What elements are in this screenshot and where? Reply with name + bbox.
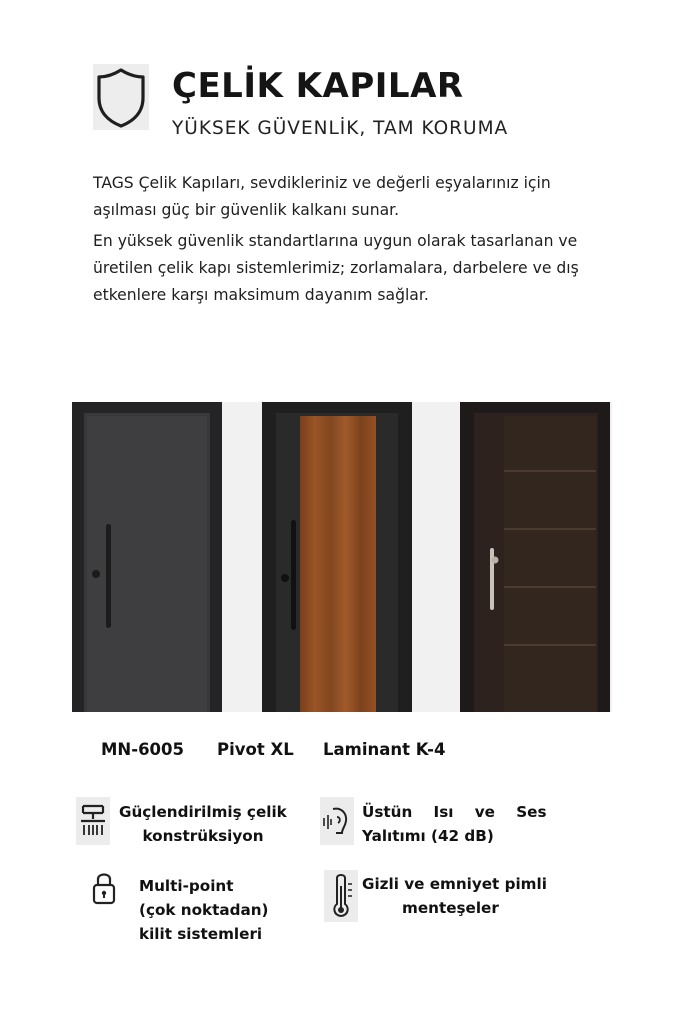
feature-line: Yalıtımı (42 dB) xyxy=(362,827,494,845)
model-label-pivot-xl: Pivot XL xyxy=(217,740,294,759)
feature-reinforced-steel xyxy=(119,800,309,848)
feature-line: (çok noktadan) xyxy=(139,901,269,919)
reinforced-structure-icon xyxy=(76,797,110,845)
door-image-laminant-k-4 xyxy=(460,402,610,712)
padlock-icon xyxy=(89,868,119,908)
intro-paragraph-1: TAGS Çelik Kapıları, sevdikleriniz ve değerli eşyalarınız için aşılması güç bir güvenlik kalkanı sunar. xyxy=(93,174,551,219)
feature-multipoint-lock xyxy=(139,874,319,946)
shield-icon xyxy=(93,64,149,130)
feature-line: Gizli ve emniyet pimli xyxy=(362,875,547,893)
feature-line: menteşeler xyxy=(402,899,499,917)
page-subtitle: YÜKSEK GÜVENLİK, TAM KORUMA xyxy=(172,118,509,139)
thermometer-icon xyxy=(324,870,358,922)
model-label-mn-6005: MN-6005 xyxy=(101,740,184,759)
feature-line: konstrüksiyon xyxy=(142,827,264,845)
model-label-laminant-k-4: Laminant K-4 xyxy=(323,740,446,759)
door-image-mn-6005 xyxy=(72,402,222,712)
page-title: ÇELİK KAPILAR xyxy=(172,66,464,106)
feature-hinges xyxy=(362,872,562,920)
feature-line: Multi-point xyxy=(139,877,234,895)
feature-line: Güçlendirilmiş çelik xyxy=(119,803,287,821)
feature-line: Üstün Isı ve Ses xyxy=(362,803,547,821)
intro-paragraph-2: En yüksek güvenlik standartlarına uygun olarak tasarlanan ve üretilen çelik kapı sistemlerimiz; zorlamalara, darbelere ve dış etkenlere karşı maksimum dayanım sağlar. xyxy=(93,232,579,304)
sound-insulation-icon xyxy=(320,797,354,845)
feature-insulation xyxy=(362,800,562,848)
door-image-pivot-xl xyxy=(262,402,412,712)
feature-line: kilit sistemleri xyxy=(139,925,263,943)
